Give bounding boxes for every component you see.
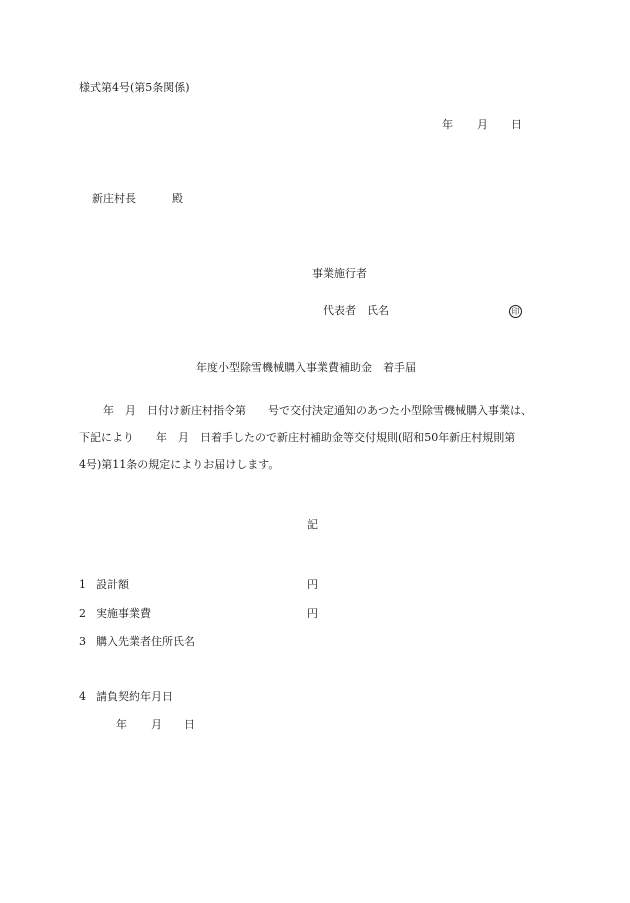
- item-4-number: 4: [79, 690, 86, 703]
- seal-mark: 印: [509, 305, 522, 318]
- date-year: 年: [442, 118, 453, 131]
- addressee-title: 新庄村長: [92, 192, 136, 205]
- item-3-label: 購入先業者住所氏名: [96, 635, 195, 648]
- contract-date-month: 月: [151, 718, 162, 731]
- date-month: 月: [477, 118, 488, 131]
- body-line-3: 4号)第11条の規定によりお届けします。: [79, 458, 280, 471]
- item-2-number: 2: [79, 607, 86, 620]
- item-2-label: 実施事業費: [96, 607, 151, 620]
- item-2-unit: 円: [307, 607, 318, 620]
- body-line-2: 下記により 年 月 日着手したので新庄村補助金等交付規則(昭和50年新庄村規則第: [79, 431, 516, 444]
- representative-name-label: 代表者 氏名: [323, 304, 389, 317]
- item-1-unit: 円: [307, 578, 318, 591]
- addressee-honorific: 殿: [172, 192, 183, 205]
- body-line-1: 年 月 日付け新庄村指令第 号で交付決定通知のあつた小型除雪機械購入事業は、: [103, 404, 532, 417]
- contract-date-year: 年: [116, 718, 127, 731]
- form-number: 様式第4号(第5条関係): [79, 81, 190, 94]
- document-title: 年度小型除雪機械購入事業費補助金 着手届: [196, 361, 416, 374]
- item-4-label: 請負契約年月日: [96, 690, 173, 703]
- item-1-label: 設計額: [96, 578, 129, 591]
- item-1-number: 1: [79, 578, 86, 591]
- applicant-label: 事業施行者: [312, 267, 367, 280]
- date-day: 日: [511, 118, 522, 131]
- contract-date-day: 日: [184, 718, 195, 731]
- ki-heading: 記: [307, 518, 318, 531]
- item-3-number: 3: [79, 635, 86, 648]
